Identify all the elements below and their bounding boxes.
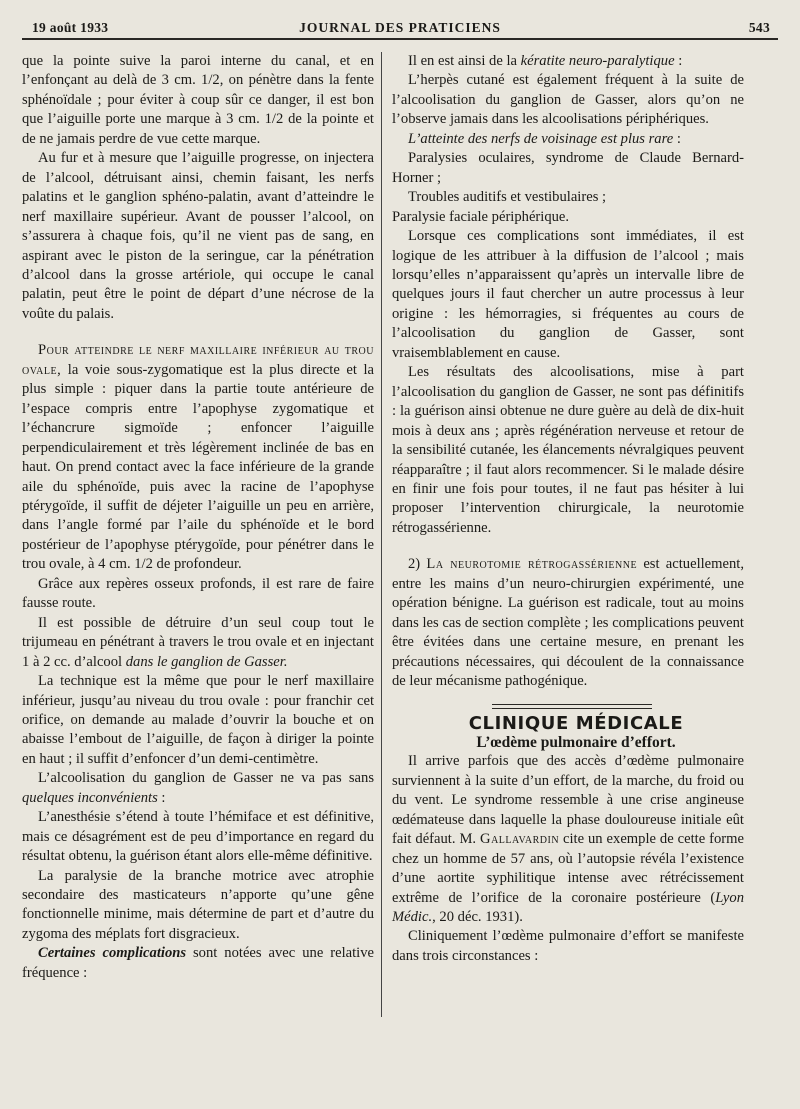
- paragraph: Au fur et à mesure que l’aiguille progresse, on injectera de l’alcool, détruisant ainsi, chemin faisant, les nerfs palatins et le ganglion sphéno-palatin, avant d’atteindre le nerf maxillaire supérieur. Avant de pousser l’alcool, on s’assurera à chaque fois, qu’il ne vient pas de sang, en aspirant avec le piston de la seringue, car la pénétration d’alcool dans la grosse artériole, qui occupe le canal palatin, peut être le point de départ d’une nécrose de la voûte du palais.: [22, 150, 374, 322]
- section-rule: [392, 704, 744, 714]
- run-in-heading: La neurotomie rétrogassérienne: [426, 556, 638, 573]
- list-item: Paralysies oculaires, syndrome de Claude Bernard-Horner ;: [392, 150, 744, 186]
- article-title: L’œdème pulmonaire d’effort.: [476, 733, 676, 751]
- paragraph: L’anesthésie s’étend à toute l’hémiface et est définitive, mais ce désagrément est de peu d’importance en regard du résultat obtenu, la guérison étant alors elle-même définitive.: [22, 809, 374, 865]
- paragraph: Grâce aux repères osseux profonds, il est rare de faire fausse route.: [22, 575, 374, 612]
- page-number: 543: [748, 20, 770, 35]
- paragraph: L’herpès cutané est également fréquent à la suite de l’alcoolisation du ganglion de Gasser, alors qu’on ne l’observe jamais dans les alcoolisations périphériques.: [392, 72, 744, 128]
- paragraph: La paralysie de la branche motrice avec atrophie secondaire des masticateurs n’apporte qu’une gêne fonctionnelle minime, mais détermine de part et d’autre du zygoma des méplats fort disgracieux.: [22, 867, 374, 942]
- paragraph: que la pointe suive la paroi interne du canal, et en l’enfonçant au delà de 3 cm. 1/2, on pénètre dans la fente sphénoïdale ; pour éviter à coup sûr ce danger, il est bon que l’aiguille porte une marque à 3 cm. 1/2 de la pointe et de ne jamais perdre de vue cette marque.: [22, 53, 374, 147]
- paragraph: Il est possible de détruire d’un seul coup tout le trijumeau en pénétrant à travers le trou ovale et en injectant 1 à 2 cc. d’alcool dans le ganglion de Gasser.: [22, 614, 374, 670]
- paragraph: Certaines complications sont notées avec une relative fréquence :: [22, 945, 375, 981]
- paragraph: L’atteinte des nerfs de voisinage est plus rare :: [408, 130, 681, 147]
- paragraph: 2) La neurotomie rétrogassérienne est actuellement, entre les mains d’un neuro-chirurgien expérimenté, une opération bénigne. La guérison est radicale, tout au moins dans les cas de section complète ; les complications peuvent être évitées dans une certaine mesure, en prenant les précautions nécessaires, qui découlent de la connaissance de leur mécanisme pathogénique.: [392, 556, 744, 690]
- paragraph: L’alcoolisation du ganglion de Gasser ne va pas sans quelques inconvénients :: [22, 770, 374, 806]
- paragraph: Il en est ainsi de la kératite neuro-paralytique :: [408, 53, 683, 69]
- paragraph: Lorsque ces complications sont immédiates, il est logique de les attribuer à la diffusion de l’alcool ; mais lorsqu’elles n’apparaissent qu’après un intervalle libre de quelques jours il faut chercher un autre processus à leur origine : les hémorragies, si fréquentes au cours de l’alcoolisation du ganglion de Gasser, sont vraisemblablement en cause.: [392, 228, 744, 361]
- paragraph: Il arrive parfois que des accès d’œdème pulmonaire surviennent à la suite d’un effort, de la marche, du froid ou du vent. Le syndrome ressemble à une crise angineuse œdémateuse dans laquelle la phase douloureuse initiale eût fait défaut. M. Gallavardin cite un exemple de cette forme chez un homme de 57 ans, où l’autopsie révéla l’existence d’une aortite syphilitique intense avec rétrécissement extrême de l’orifice de la coronaire postérieure (Lyon Médic., 20 déc. 1931).: [392, 753, 744, 926]
- header-rule: [22, 38, 778, 40]
- run-in-heading: Pour atteindre le nerf maxillaire inférieur au trou ovale,: [22, 342, 374, 378]
- list-item: Troubles auditifs et vestibulaires ;: [408, 189, 607, 206]
- column-divider: [381, 52, 382, 1017]
- author-name: Gallavardin: [480, 831, 560, 848]
- paragraph: La technique est la même que pour le nerf maxillaire inférieur, jusqu’au niveau du trou ovale : pour franchir cet orifice, on demande au malade d’ouvrir la bouche et on abaisse l’embout de l’aiguille, de façon à diriger la pointe en haut ; il suffit d’enfoncer d’un demi-centimètre.: [22, 673, 374, 767]
- section-heading: CLINIQUE MÉDICALE: [468, 712, 684, 734]
- left-column: [22, 52, 374, 983]
- paragraph: Cliniquement l’œdème pulmonaire d’effort se manifeste dans trois circonstances :: [392, 928, 744, 964]
- paragraph: Les résultats des alcoolisations, mise à part l’alcoolisation du ganglion de Gasser, ne sont pas définitifs : la guérison ainsi obtenue ne dure guère au delà de dix-huit mois à deux ans ; après régénération nerveuse et retour de la sensibilité cutanée, les élancements névralgiques peuvent réapparaître ; il faut alors recommencer. Si le malade désire en finir une fois pour toutes, il ne faut pas hésiter à lui proposer l’intervention chirurgicale, la neurotomie rétrogassérienne.: [392, 364, 744, 536]
- issue-date: 19 août 1933: [32, 20, 109, 35]
- journal-title: JOURNAL DES PRATICIENS: [299, 20, 501, 35]
- list-item: Paralysie faciale périphérique.: [392, 208, 570, 225]
- right-column: [392, 52, 744, 966]
- paragraph: Pour atteindre le nerf maxillaire inférieur au trou ovale, la voie sous-zygomatique est la plus directe et la plus simple : piquer dans la partie toute antérieure de l’espace compris entre l’apophyse zygomatique et l’échancrure sigmoïde ; enfoncer l’aiguille perpendiculairement et très légèrement inclinée de bas en haut. On prend contact avec la face inférieure de la grande aile du sphénoïde, puis avec la racine de l’apophyse ptérygoïde, il suffit de déjeter l’aiguille un peu en arrière, dans l’angle formé par l’aile du sphénoïde et le bord postérieur de l’apophyse ptérygoïde, pour pénétrer dans le trou ovale, à 4 cm. 1/2 de profondeur.: [22, 342, 374, 573]
- running-header: [30, 18, 770, 40]
